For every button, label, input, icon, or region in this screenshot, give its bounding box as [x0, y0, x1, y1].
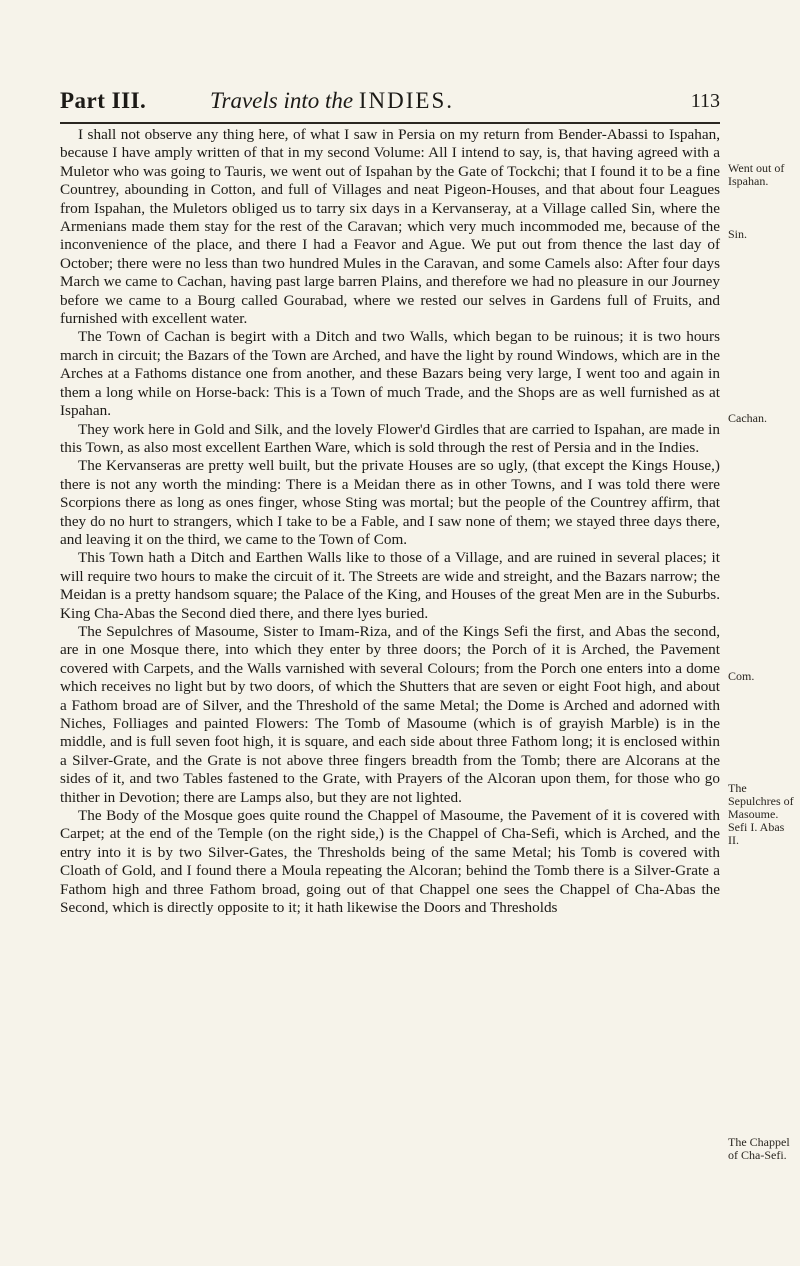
paragraph: The Body of the Mosque goes quite round the Chappel of Masoume, the Pavement of it is covered with Carpet; at the end of the Temple (on the right side,) is the Chappel of Cha-Sefi, which is Arched, and the entry into it is by two Silver-Gates, the Thresholds being of the same Metal; his Tomb is covered with Cloath of Gold, and I found there a Moula repeating the Alcoran; behind the Tomb there is a Silver-Grate a Fathom high and three Fathom broad, going out of that Chappel one sees the Chappel of Cha-Abas the Second, which is directly opposite to it; it hath likewise the Doors and Thresholds [60, 807, 720, 917]
margin-note: Com. [728, 669, 755, 683]
margin-note: The Sepulchres of Masoume. Sefi I. Abas II. [728, 781, 794, 847]
paragraph: They work here in Gold and Silk, and the lovely Flower'd Girdles that are carried to Ispahan, are made in this Town, as also most excellent Earthen Ware, which is sold through the rest of Persia and in the Indies. [60, 420, 720, 456]
margin-note: The Chappel of Cha-Sefi. [728, 1135, 790, 1162]
paragraph: The Town of Cachan is begirt with a Ditch and two Walls, which began to be ruinous; it is two hours march in circuit; the Bazars of the Town are Arched, and have the light by round Windows, which are in the Arches at a Fathoms distance one from another, and these Bazars being very large, I went too and again in them a long while on Horse-back: This is a Town of much Trade, and the Shops are as well furnished as at Ispahan. [60, 328, 720, 420]
running-header [60, 88, 720, 122]
paragraph: This Town hath a Ditch and Earthen Walls like to those of a Village, and are ruined in several places; it will require two hours to make the circuit of it. The Streets are wide and streight, and the Bazars narrow; the Meidan is a pretty handsom square; the Palace of the King, and Houses of the great Men are in the Suburbs. King Cha-Abas the Second died there, and there lyes buried. [60, 549, 720, 622]
running-title-italic: Travels into the [210, 88, 354, 113]
part-label: Part III. [60, 88, 147, 113]
running-title [210, 88, 454, 114]
body-text [60, 126, 720, 917]
paragraph: The Kervanseras are pretty well built, but the private Houses are so ugly, (that except the Kings House,) there is not any worth the minding: There is a Meidan there as in other Towns, and I was told there were Scorpions there as long as ones finger, whose Sting was mortal; but the people of the Countrey affirm, that they do no hurt to strangers, which I take to be a Fable, and I saw none of them; we stayed three days there, and leaving it on the third, we came to the Town of Com. [60, 457, 720, 548]
margin-note: Sin. [728, 227, 748, 241]
page-number: 113 [690, 90, 720, 112]
running-title-caps: INDIES. [358, 88, 455, 113]
margin-note: Went out of Ispahan. [728, 161, 785, 188]
paragraph: I shall not observe any thing here, of what I saw in Persia on my return from Bender-Abassi to Ispahan, because I have amply written of that in my second Volume: All I intend to say, is, that having agreed with a Muletor who was going to Tauris, we went out of Ispahan by the Gate of Tockchi; that I found it to be a fine Countrey, abounding in Cotton, and full of Villages and neat Pigeon-Houses, and that about four Leagues from Ispahan, the Muletors obliged us to tarry six days in a Kervanseray, at a Village called Sin, where the Armenians made them stay for the rest of the Caravan; which very much incommoded me, because of the inconvenience of the place, and there I had a Feavor and Ague. We put out from thence the last day of October; there were no less than two hundred Mules in the Caravan, and some Camels also: After four days March we came to Cachan, having past large barren Plains, and therefore we had no pleasure in our Journey before we came to a Bourg called Gourabad, where we rested our selves in Gardens full of Fruits, and furnished with excellent water. [60, 126, 720, 328]
paragraph: The Sepulchres of Masoume, Sister to Imam-Riza, and of the Kings Sefi the first, and Abas the second, are in one Mosque there, into which they enter by three doors; the Porch of it is Arched, the Pavement covered with Carpets, and the Walls varnished with several Colours; from the Porch one enters into a dome which receives no light but by two doors, of which the Shutters that are seven or eight Foot high, and about a Fathom broad are of Silver, and the Threshold of the same Metal; the Dome is Arched and adorned with Niches, Folliages and painted Flowers: The Tomb of Masoume (which is of grayish Marble) is in the middle, and is full seven foot high, it is square, and each side about three Fathom long; it is enclosed within a Silver-Grate, and the Grate is not above three fingers breadth from the Tomb; there are Alcorans at the sides of it, and two Tables fastened to the Grate, with Prayers of the Alcoran upon them, for those who go thither in Devotion; there are Lamps also, but they are not lighted. [60, 622, 720, 806]
margin-note: Cachan. [728, 411, 767, 425]
header-rule [60, 122, 720, 124]
